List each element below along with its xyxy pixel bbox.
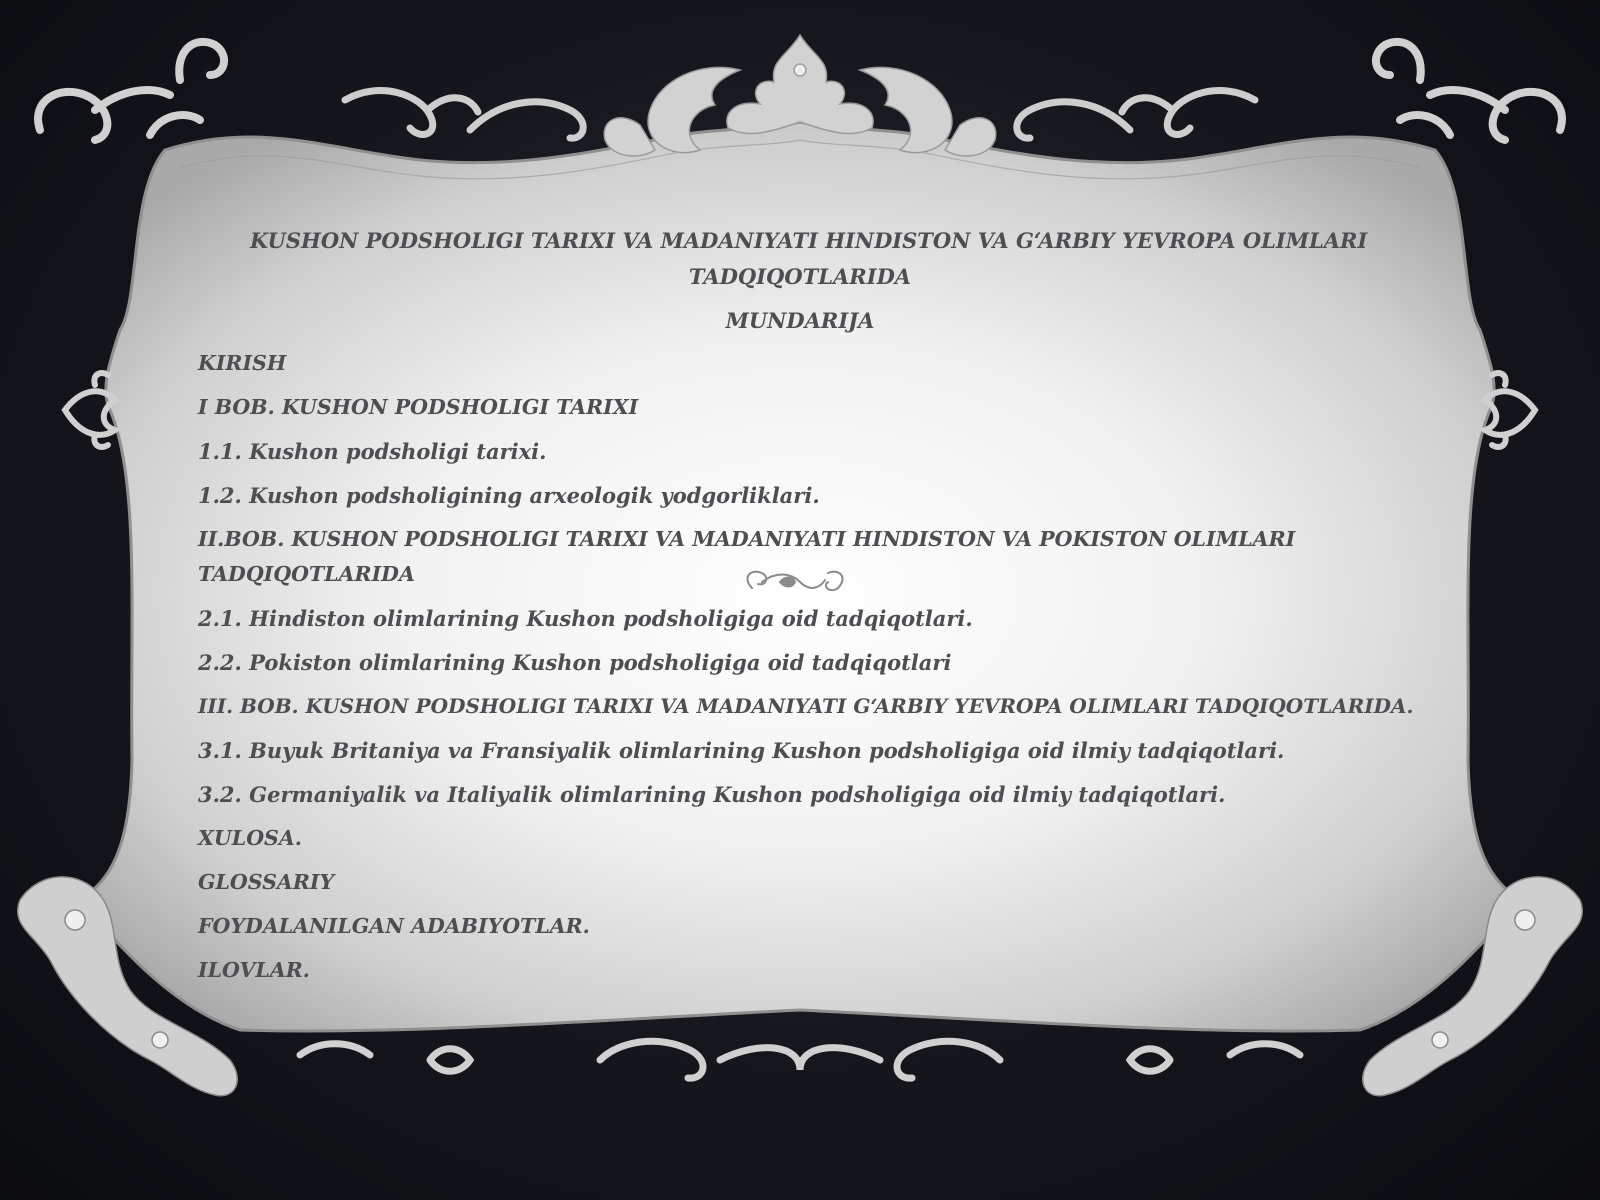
toc-item: 1.2. Kushon podsholigining arxeologik yodgorliklari.: [198, 483, 820, 508]
toc-item: 1.1. Kushon podsholigi tarixi.: [198, 439, 547, 464]
toc-item: 2.1. Hindiston olimlarining Kushon podsholigiga oid tadqiqotlari.: [198, 606, 973, 631]
toc-item: I BOB. KUSHON PODSHOLIGI TARIXI: [198, 395, 639, 419]
toc-item: 3.2. Germaniyalik va Italiyalik olimlarining Kushon podsholigiga oid ilmiy tadqiqotlari.: [198, 782, 1226, 807]
toc-item: FOYDALANILGAN ADABIYOTLAR.: [198, 914, 590, 938]
flourish-divider-icon: [400, 568, 1330, 598]
toc-item: GLOSSARIY: [198, 870, 335, 894]
toc-item: KIRISH: [198, 351, 287, 375]
toc-item: III. BOB. KUSHON PODSHOLIGI TARIXI VA MADANIYATI G‘ARBIY YEVROPA OLIMLARI TADQIQOTLARIDA.: [198, 694, 1414, 718]
toc-item: TADQIQOTLARIDA: [198, 562, 415, 586]
title-line-2: TADQIQOTLARIDA: [688, 264, 912, 289]
toc-item: II.BOB. KUSHON PODSHOLIGI TARIXI VA MADANIYATI HINDISTON VA POKISTON OLIMLARI: [198, 527, 1296, 551]
toc-item: XULOSA.: [198, 826, 302, 850]
toc-item: 3.1. Buyuk Britaniya va Fransiyalik olimlarining Kushon podsholigiga oid ilmiy tadqiqotlari.: [198, 738, 1285, 763]
toc-item: 2.2. Pokiston olimlarining Kushon podsholigiga oid tadqiqotlari: [198, 650, 952, 675]
contents-heading: MUNDARIJA: [725, 308, 875, 333]
title-line-1: KUSHON PODSHOLIGI TARIXI VA MADANIYATI HINDISTON VA G‘ARBIY YEVROPA OLIMLARI: [250, 228, 1368, 253]
toc-item: ILOVLAR.: [198, 958, 310, 982]
